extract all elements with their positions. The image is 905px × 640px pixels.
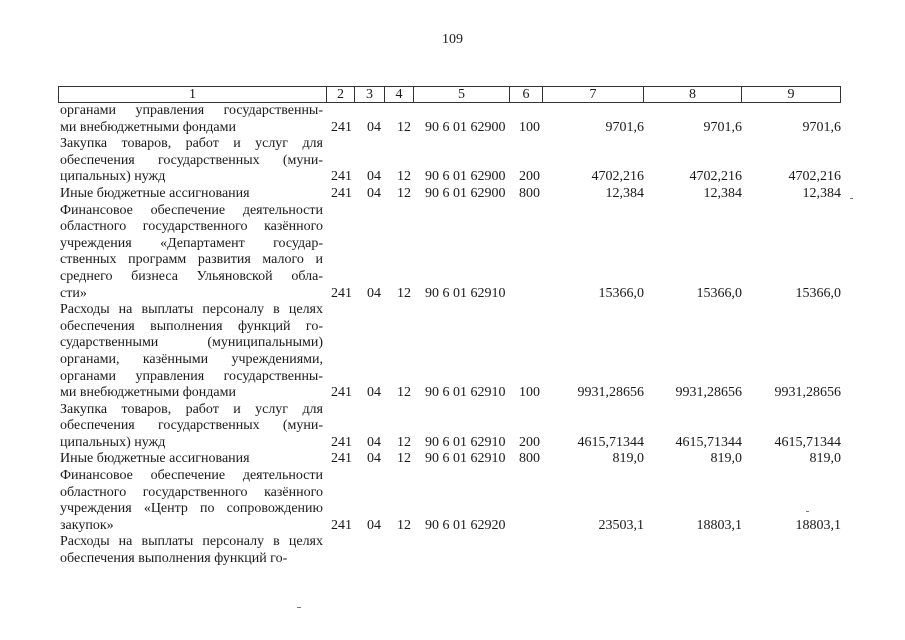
col-grbs: 241 bbox=[331, 451, 352, 467]
row-description bbox=[60, 302, 323, 402]
col-target-article: 90 6 01 62900 bbox=[425, 185, 506, 201]
description-line: учреждения «Центр по сопровождению bbox=[60, 501, 323, 517]
header-col-9: 9 bbox=[742, 87, 841, 103]
col-subsection: 12 bbox=[397, 185, 411, 201]
col-amount-1: 4615,71344 bbox=[577, 434, 644, 450]
description-line: обеспечения государственных (муни- bbox=[60, 152, 323, 168]
page-number: 109 bbox=[442, 32, 463, 47]
header-col-3: 3 bbox=[355, 87, 385, 103]
row-description bbox=[60, 103, 323, 136]
row-description bbox=[60, 534, 323, 567]
description-line: Закупка товаров, работ и услуг для bbox=[60, 136, 323, 152]
header-col-4: 4 bbox=[385, 87, 414, 103]
col-target-article: 90 6 01 62920 bbox=[425, 517, 506, 533]
description-line: ципальных) нужд bbox=[60, 434, 166, 450]
table-row bbox=[0, 534, 905, 567]
header-col-2: 2 bbox=[327, 87, 355, 103]
col-amount-2: 15366,0 bbox=[696, 285, 742, 301]
scan-speck bbox=[297, 607, 301, 608]
col-amount-3: 819,0 bbox=[809, 451, 841, 467]
row-description bbox=[60, 402, 323, 452]
col-section: 04 bbox=[367, 285, 381, 301]
col-amount-1: 15366,0 bbox=[598, 285, 644, 301]
row-description bbox=[60, 203, 323, 303]
col-amount-2: 4702,216 bbox=[689, 169, 742, 185]
description-line: закупок» bbox=[60, 517, 114, 533]
col-amount-3: 12,384 bbox=[802, 185, 841, 201]
row-description bbox=[60, 468, 323, 534]
column-header-row bbox=[58, 86, 841, 103]
col-amount-3: 9931,28656 bbox=[774, 385, 841, 401]
col-amount-1: 819,0 bbox=[612, 451, 644, 467]
row-description bbox=[60, 136, 323, 186]
col-amount-3: 18803,1 bbox=[795, 517, 841, 533]
col-expense-type: 800 bbox=[519, 185, 540, 201]
col-subsection: 12 bbox=[397, 119, 411, 135]
col-target-article: 90 6 01 62910 bbox=[425, 434, 506, 450]
col-target-article: 90 6 01 62910 bbox=[425, 285, 506, 301]
description-line: сти» bbox=[60, 285, 87, 301]
col-amount-1: 23503,1 bbox=[598, 517, 644, 533]
description-line: Закупка товаров, работ и услуг для bbox=[60, 401, 323, 417]
col-grbs: 241 bbox=[331, 119, 352, 135]
col-section: 04 bbox=[367, 451, 381, 467]
col-amount-3: 4702,216 bbox=[788, 169, 841, 185]
budget-table-body bbox=[0, 103, 905, 568]
description-line: обеспечения государственных (муни- bbox=[60, 418, 323, 434]
header-col-8: 8 bbox=[644, 87, 742, 103]
header-col-7: 7 bbox=[543, 87, 644, 103]
col-grbs: 241 bbox=[331, 185, 352, 201]
col-grbs: 241 bbox=[331, 169, 352, 185]
col-subsection: 12 bbox=[397, 434, 411, 450]
col-amount-1: 4702,216 bbox=[591, 169, 644, 185]
col-section: 04 bbox=[367, 517, 381, 533]
col-target-article: 90 6 01 62900 bbox=[425, 169, 506, 185]
scan-speck bbox=[806, 511, 809, 512]
col-amount-1: 9701,6 bbox=[605, 119, 644, 135]
table-row bbox=[0, 451, 905, 468]
table-row bbox=[0, 203, 905, 303]
description-line: Иные бюджетные ассигнования bbox=[60, 451, 250, 467]
table-row bbox=[0, 302, 905, 402]
col-expense-type: 200 bbox=[519, 169, 540, 185]
col-grbs: 241 bbox=[331, 385, 352, 401]
col-amount-2: 819,0 bbox=[710, 451, 742, 467]
description-line: учреждения «Департамент государ- bbox=[60, 235, 323, 251]
description-line: ципальных) нужд bbox=[60, 169, 166, 185]
col-section: 04 bbox=[367, 119, 381, 135]
description-line: ми внебюджетными фондами bbox=[60, 119, 236, 135]
description-line: органами управления государственны- bbox=[60, 103, 323, 118]
table-row bbox=[0, 468, 905, 534]
col-subsection: 12 bbox=[397, 385, 411, 401]
col-target-article: 90 6 01 62910 bbox=[425, 385, 506, 401]
col-amount-1: 12,384 bbox=[605, 185, 644, 201]
description-line: органами управления государственны- bbox=[60, 368, 323, 384]
description-line: обеспечения выполнения функций го- bbox=[60, 551, 288, 567]
col-section: 04 bbox=[367, 185, 381, 201]
table-row bbox=[0, 186, 905, 203]
col-expense-type: 100 bbox=[519, 385, 540, 401]
description-line: сударственными (муниципальными) bbox=[60, 335, 323, 351]
col-target-article: 90 6 01 62900 bbox=[425, 119, 506, 135]
col-amount-3: 15366,0 bbox=[795, 285, 841, 301]
col-amount-2: 9701,6 bbox=[703, 119, 742, 135]
col-amount-2: 12,384 bbox=[703, 185, 742, 201]
description-line: обеспечения выполнения функций го- bbox=[60, 318, 323, 334]
description-line: Иные бюджетные ассигнования bbox=[60, 185, 250, 201]
col-subsection: 12 bbox=[397, 517, 411, 533]
table-row bbox=[0, 402, 905, 452]
col-grbs: 241 bbox=[331, 434, 352, 450]
col-section: 04 bbox=[367, 169, 381, 185]
row-description bbox=[60, 186, 323, 203]
col-expense-type: 200 bbox=[519, 434, 540, 450]
description-line: Финансовое обеспечение деятельности bbox=[60, 202, 323, 218]
col-expense-type: 100 bbox=[519, 119, 540, 135]
col-section: 04 bbox=[367, 434, 381, 450]
col-amount-2: 9931,28656 bbox=[675, 385, 742, 401]
col-subsection: 12 bbox=[397, 169, 411, 185]
col-amount-2: 4615,71344 bbox=[675, 434, 742, 450]
description-line: областного государственного казённого bbox=[60, 219, 323, 235]
scan-speck bbox=[850, 198, 853, 199]
header-col-6: 6 bbox=[510, 87, 543, 103]
header-col-5: 5 bbox=[414, 87, 510, 103]
col-subsection: 12 bbox=[397, 285, 411, 301]
col-amount-3: 4615,71344 bbox=[774, 434, 841, 450]
col-target-article: 90 6 01 62910 bbox=[425, 451, 506, 467]
col-amount-2: 18803,1 bbox=[696, 517, 742, 533]
description-line: Расходы на выплаты персоналу в целях bbox=[60, 302, 323, 318]
header-col-1: 1 bbox=[189, 87, 196, 102]
col-expense-type: 800 bbox=[519, 451, 540, 467]
description-line: областного государственного казённого bbox=[60, 484, 323, 500]
row-description bbox=[60, 451, 323, 468]
description-line: органами, казёнными учреждениями, bbox=[60, 351, 323, 367]
col-amount-3: 9701,6 bbox=[802, 119, 841, 135]
description-line: среднего бизнеса Ульяновской обла- bbox=[60, 268, 323, 284]
col-section: 04 bbox=[367, 385, 381, 401]
description-line: ственных программ развития малого и bbox=[60, 252, 323, 268]
col-grbs: 241 bbox=[331, 285, 352, 301]
description-line: Расходы на выплаты персоналу в целях bbox=[60, 534, 323, 550]
col-amount-1: 9931,28656 bbox=[577, 385, 644, 401]
description-line: ми внебюджетными фондами bbox=[60, 385, 236, 401]
description-line: Финансовое обеспечение деятельности bbox=[60, 468, 323, 484]
table-row bbox=[0, 103, 905, 136]
table-row bbox=[0, 136, 905, 186]
col-grbs: 241 bbox=[331, 517, 352, 533]
col-subsection: 12 bbox=[397, 451, 411, 467]
